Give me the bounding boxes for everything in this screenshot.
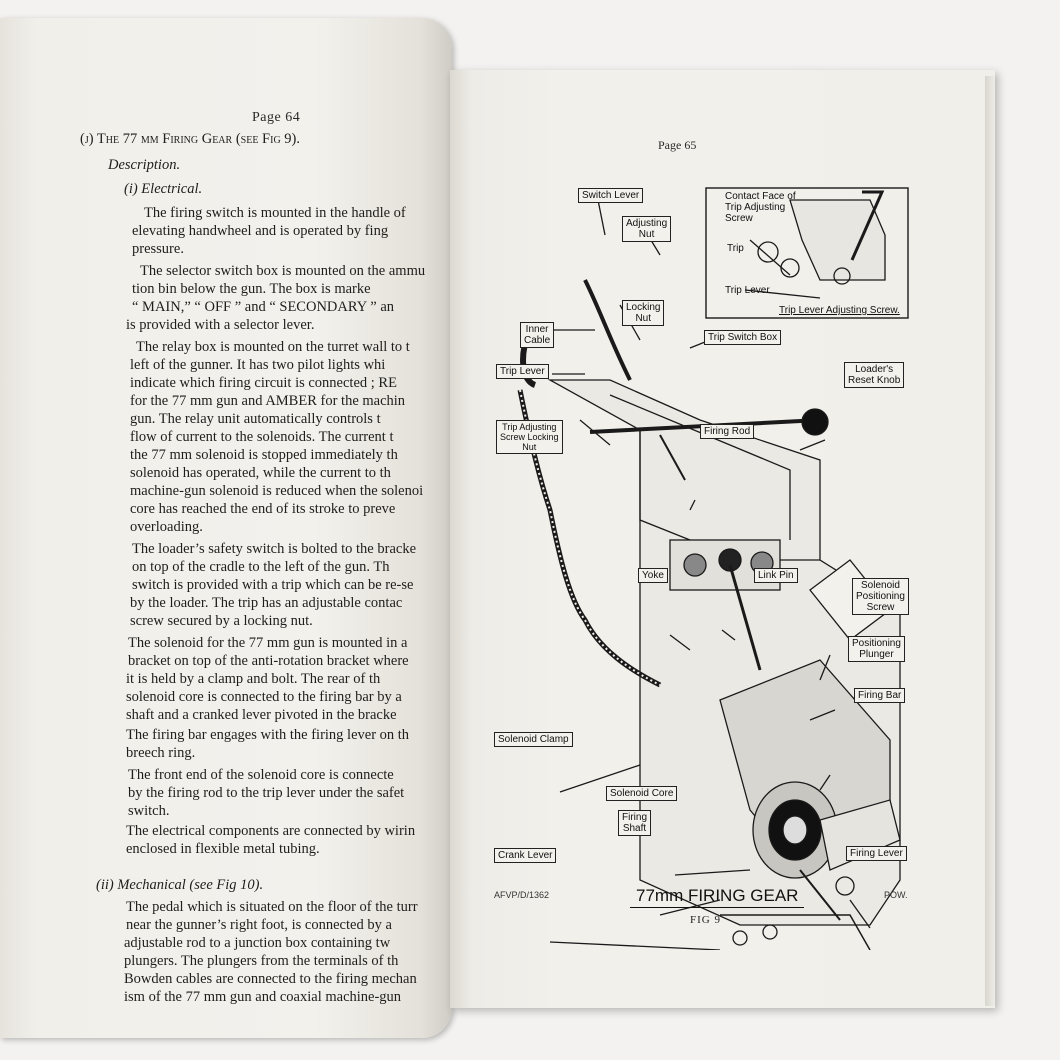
callout-inset-caption: Trip Lever Adjusting Screw. [779, 305, 900, 316]
text-line: adjustable rod to a junction box containing tw [124, 935, 391, 951]
text-line: The relay box is mounted on the turret wall to t [136, 339, 410, 355]
callout-firing-rod: Firing Rod [700, 424, 754, 439]
callout-trip-lever: Trip Lever [496, 364, 549, 379]
text-line: Bowden cables are connected to the firing mechan [124, 971, 417, 987]
callout-solenoid-clamp: Solenoid Clamp [494, 732, 573, 747]
text-line: by the loader. The trip has an adjustable contac [130, 595, 403, 611]
callout-loaders-reset-knob: Loader's Reset Knob [844, 362, 904, 388]
text-line: overloading. [130, 519, 203, 535]
text-line: (ii) Mechanical (see Fig 10). [96, 877, 264, 893]
text-line: The pedal which is situated on the floor of the turr [126, 899, 418, 915]
text-line: the 77 mm solenoid is stopped immediately th [130, 447, 398, 463]
firing-gear-diagram [490, 180, 920, 950]
text-line: by the firing rod to the trip lever under the safet [128, 785, 405, 801]
text-line: near the gunner’s right foot, is connected by a [126, 917, 392, 933]
text-line: The front end of the solenoid core is connecte [128, 767, 394, 783]
callout-firing-bar: Firing Bar [854, 688, 905, 703]
text-line: on top of the cradle to the left of the gun. Th [132, 559, 390, 575]
text-line: tion bin below the gun. The box is marke [132, 281, 371, 297]
callout-trip-adjusting-screw-locking-nut: Trip Adjusting Screw Locking Nut [496, 420, 563, 454]
text-line: Description. [108, 157, 181, 173]
callout-trip: Trip [727, 243, 744, 254]
text-line: gun. The relay unit automatically controls t [130, 411, 381, 427]
text-line: bracket on top of the anti-rotation bracket where [128, 653, 409, 669]
text-line: plungers. The plungers from the terminals of th [124, 953, 399, 969]
left-page-text [0, 18, 452, 1038]
left-page [0, 18, 452, 1038]
text-line: pressure. [132, 241, 184, 257]
callout-solenoid-positioning-screw: Solenoid Positioning Screw [852, 578, 909, 615]
callout-locking-nut: Locking Nut [622, 300, 664, 326]
text-line: The firing bar engages with the firing lever on th [126, 727, 410, 743]
text-line: screw secured by a locking nut. [130, 613, 313, 629]
callout-contact-face: Contact Face of Trip Adjusting Screw [725, 191, 796, 224]
text-line: switch. [128, 803, 170, 819]
figure-number: FIG 9 [690, 914, 721, 926]
text-line: solenoid core is connected to the firing bar by a [126, 689, 402, 705]
callout-switch-lever: Switch Lever [578, 188, 643, 203]
callout-adjusting-nut: Adjusting Nut [622, 216, 671, 242]
callout-trip-lever-inset: Trip Lever [725, 285, 770, 296]
text-line: ism of the 77 mm gun and coaxial machine-gun [124, 989, 402, 1005]
callout-firing-shaft: Firing Shaft [618, 810, 651, 836]
figure-title: 77mm FIRING GEAR [630, 886, 804, 908]
left-page-number: Page 64 [252, 110, 301, 125]
text-line: for the 77 mm gun and AMBER for the machin [130, 393, 406, 409]
text-line: flow of current to the solenoids. The current t [130, 429, 394, 445]
callout-trip-switch-box: Trip Switch Box [704, 330, 781, 345]
text-line: enclosed in flexible metal tubing. [126, 841, 320, 857]
text-line: core has reached the end of its stroke to preve [130, 501, 396, 517]
right-page [450, 70, 995, 1008]
text-line: The firing switch is mounted in the handle of [144, 205, 406, 221]
text-line: (i) Electrical. [124, 181, 203, 197]
text-line: switch is provided with a trip which can be re-se [132, 577, 414, 593]
callout-firing-lever: Firing Lever [846, 846, 907, 861]
text-line: machine-gun solenoid is reduced when the solenoi [130, 483, 424, 499]
artist-signature: POW. [884, 890, 908, 900]
text-line: The loader’s safety switch is bolted to the bracke [132, 541, 417, 557]
text-line: The electrical components are connected by wirin [126, 823, 416, 839]
callout-yoke: Yoke [638, 568, 668, 583]
callout-link-pin: Link Pin [754, 568, 798, 583]
page-edge [985, 76, 995, 1006]
text-line: “ MAIN,” “ OFF ” and “ SECONDARY ” an [132, 299, 395, 315]
text-line: it is held by a clamp and bolt. The rear of th [126, 671, 381, 687]
text-line: is provided with a selector lever. [126, 317, 315, 333]
right-page-number: Page 65 [658, 138, 697, 152]
text-line: (j) The 77 mm Firing Gear (see Fig 9). [80, 131, 300, 147]
callout-crank-lever: Crank Lever [494, 848, 556, 863]
callout-inner-cable: Inner Cable [520, 322, 554, 348]
callout-solenoid-core: Solenoid Core [606, 786, 677, 801]
text-line: The selector switch box is mounted on the ammu [140, 263, 426, 279]
diagram-drawing [490, 180, 920, 950]
text-line: The solenoid for the 77 mm gun is mounted in a [128, 635, 408, 651]
callout-positioning-plunger: Positioning Plunger [848, 636, 905, 662]
text-line: solenoid has operated, while the current to th [130, 465, 391, 481]
text-line: left of the gunner. It has two pilot lights whi [130, 357, 386, 373]
figure-reference: AFVP/D/1362 [494, 890, 550, 900]
text-line: breech ring. [126, 745, 196, 761]
text-line: shaft and a cranked lever pivoted in the bracke [126, 707, 397, 723]
text-line: elevating handwheel and is operated by fing [132, 223, 389, 239]
text-line: indicate which firing circuit is connected ; RE [130, 375, 397, 391]
